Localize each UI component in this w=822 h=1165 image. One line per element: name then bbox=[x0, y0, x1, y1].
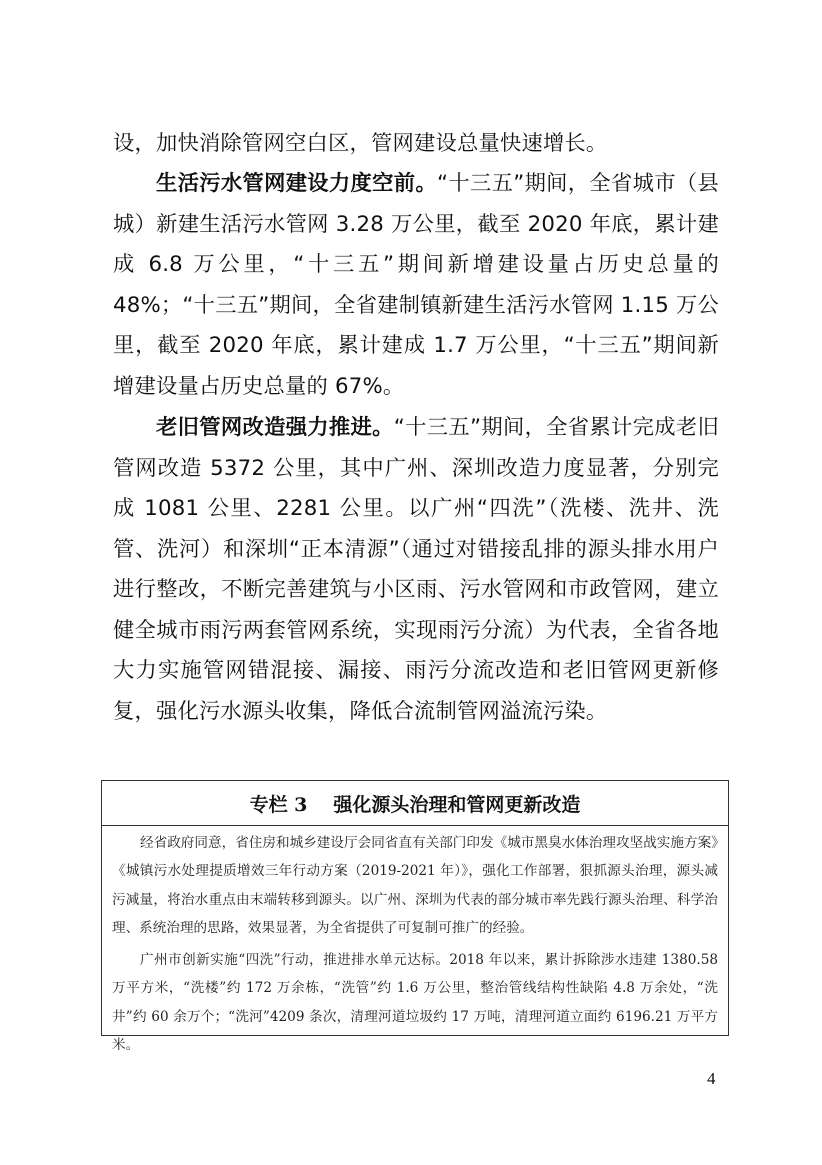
page-number: 4 bbox=[707, 1069, 716, 1088]
feature-box-title bbox=[102, 781, 728, 826]
paragraph-sewer-construction bbox=[113, 164, 719, 407]
feature-box-paragraph: 经省政府同意，省住房和城乡建设厅会同省直有关部门印发《城市黑臭水体治理攻坚战实施方案》《城镇污水处理提质增效三年行动方案（2019-2021 年）》，强化工作部署，狠抓源头治理，源头减污减量，将治水重点由末端转移到源头。以广州、深圳为代表的部分城市率先践行源头治理、科学治理、系统治理的思路，效果显著，为全省提供了可复制可推广的经验。 bbox=[112, 835, 718, 936]
paragraph-heading: 老旧管网改造强力推进。 bbox=[156, 415, 394, 440]
feature-box-paragraph: 广州市创新实施“四洗”行动，推进排水单元达标。2018 年以来，累计拆除涉水违建 1380.58 万平方米，“洗楼”约 172 万余栋，“洗管”约 1.6 万公里，整治管线结构性缺陷 4.8 万余处，“洗井”约 60 余万个；“洗河”4209 条次，清理河道垃圾约 17 万吨，清理河道立面约 6196.21 万平方米。 bbox=[112, 952, 718, 1054]
paragraph-heading: 生活污水管网建设力度空前。 bbox=[156, 171, 438, 196]
paragraph-text: “十三五”期间，全省累计完成老旧管网改造 5372 公里，其中广州、深圳改造力度显著，分别完成 1081 公里、2281 公里。以广州“四洗”（洗楼、洗井、洗管、洗河）和深圳“正本清源”（通过对错接乱排的源头排水用户进行整改，不断完善建筑与小区雨、污水管网和市政管网，建立健全城市雨污两套管网系统，实现雨污分流）为代表，全省各地大力实施管网错混接、漏接、雨污分流改造和老旧管网更新修复，强化污水源头收集，降低合流制管网溢流污染。 bbox=[113, 415, 719, 724]
paragraph-pipe-renovation bbox=[113, 408, 719, 732]
feature-box-label: 专栏 3 bbox=[249, 793, 308, 816]
paragraph-continuation bbox=[113, 124, 719, 165]
feature-box-heading: 强化源头治理和管网更新改造 bbox=[333, 793, 581, 816]
paragraph-text: 设，加快消除管网空白区，管网建设总量快速增长。 bbox=[113, 131, 608, 156]
paragraph-text: “十三五”期间，全省城市（县城）新建生活污水管网 3.28 万公里，截至 2020 年底，累计建成 6.8 万公里，“十三五”期间新增建设量占历史总量的 48%；“十三五”期间，全省建制镇新建生活污水管网 1.15 万公里，截至 2020 年底，累计建成 1.7 万公里，“十三五”期间新增建设量占历史总量的 67%。 bbox=[113, 171, 719, 399]
feature-box bbox=[101, 780, 729, 1054]
feature-box-body bbox=[102, 826, 728, 1059]
